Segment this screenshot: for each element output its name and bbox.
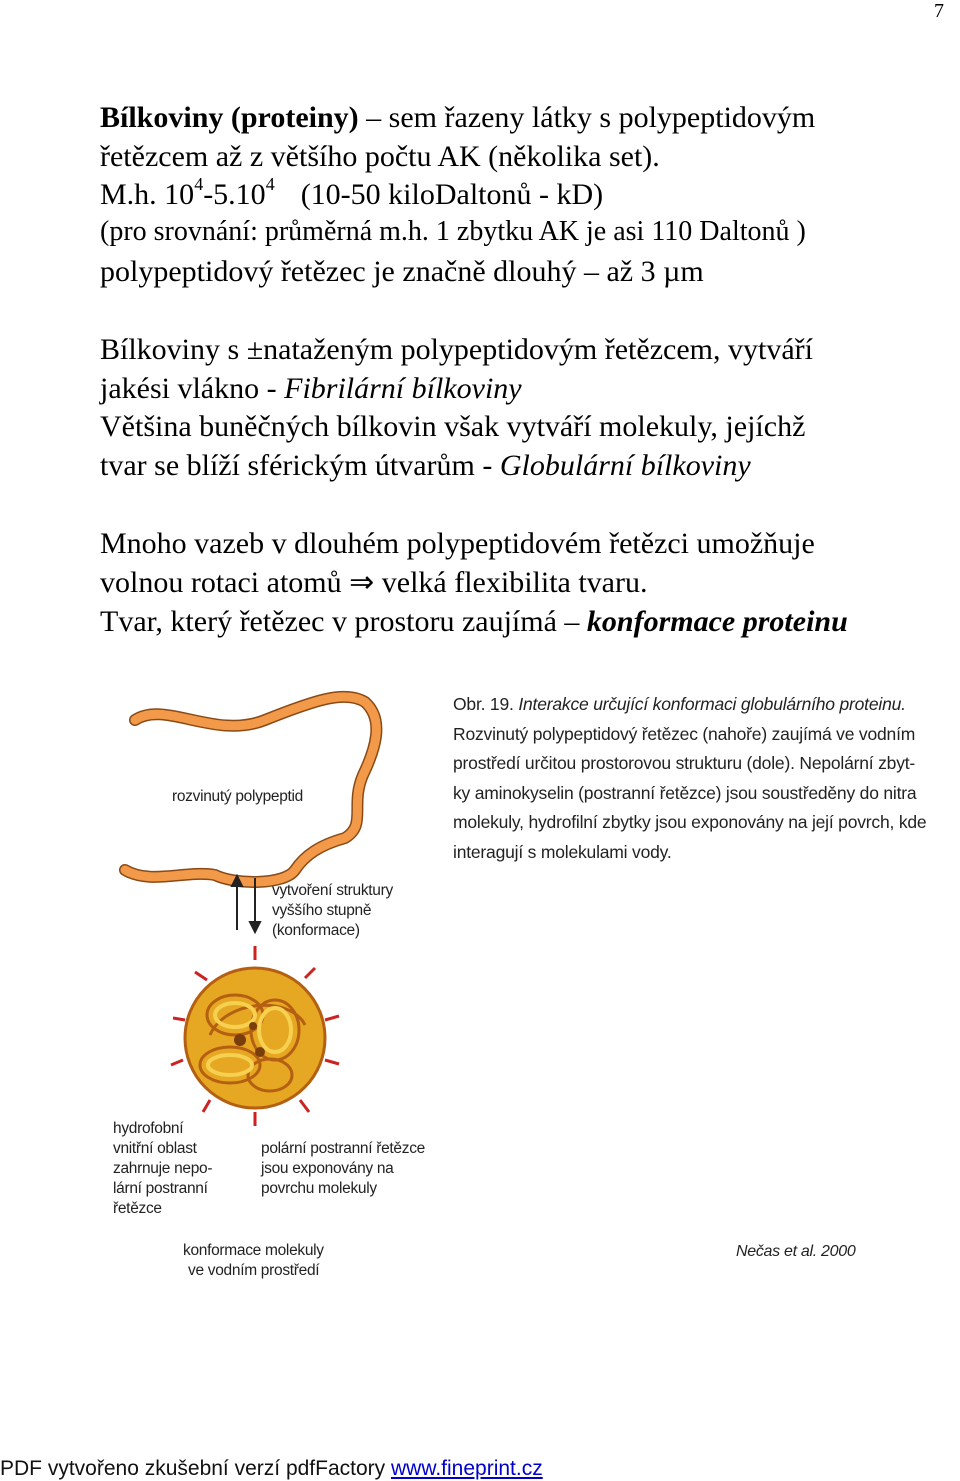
- pdf-footer: [0, 1457, 543, 1481]
- label-unfolded: rozvinutý polypeptid: [172, 788, 303, 805]
- figure-caption-line: Rozvinutý polypeptidový řetězec (nahoře) zaujímá ve vodním: [453, 724, 916, 744]
- para3-line3: [100, 607, 848, 637]
- label-conformation-line: konformace molekuly: [183, 1242, 324, 1259]
- page-number: 7: [934, 0, 944, 22]
- para3-line3-text: Tvar, který řetězec v prostoru zaujímá –: [100, 605, 587, 638]
- term-conformation: konformace proteinu: [586, 605, 848, 638]
- para2-line2: [100, 374, 522, 404]
- para3-line1: Mnoho vazeb v dlouhém polypeptidovém řetězci umožňuje: [100, 527, 815, 560]
- para2-line4: [100, 451, 751, 481]
- label-hydrophobic-line: řetězce: [113, 1200, 162, 1217]
- mw-exp2: 4: [265, 174, 275, 194]
- para2-line4-text: tvar se blíží sférickým útvarům -: [100, 449, 500, 482]
- para1-line1: [100, 103, 815, 133]
- mw-exp1: 4: [194, 174, 204, 194]
- figure-credit: Nečas et al. 2000: [736, 1243, 856, 1260]
- label-polar-line: povrchu molekuly: [261, 1180, 377, 1197]
- mw-c: (10-50 kiloDaltonů - kD): [300, 178, 604, 211]
- figure-caption-line: ky aminokyselin (postranní řetězce) jsou soustředěny do nitra: [453, 783, 917, 803]
- para1-line2: řetězcem až z většího počtu AK (několika set).: [100, 140, 660, 173]
- label-arrow: [272, 881, 393, 941]
- label-hydrophobic: [113, 1119, 212, 1219]
- para1-line4: (pro srovnání: průměrná m.h. 1 zbytku AK je asi 110 Daltonů ): [100, 216, 806, 247]
- mw-a: M.h. 10: [100, 178, 195, 211]
- para2-line2-text: jakési vlákno -: [100, 372, 285, 405]
- label-arrow-line2: vyššího stupně: [272, 902, 372, 919]
- label-hydrophobic-line: zahrnuje nepo-: [113, 1160, 213, 1177]
- figure-caption-title: [453, 696, 906, 714]
- label-arrow-line3: (konformace): [272, 922, 360, 939]
- term-fibrillar: Fibrilární bílkoviny: [284, 372, 522, 405]
- label-arrow-line1: vytvoření struktury: [272, 882, 393, 899]
- mw-b: -5.10: [203, 178, 266, 211]
- figure-caption-line: interagují s molekulami vody.: [453, 842, 672, 862]
- para2-line3: Většina buněčných bílkovin však vytváří molekuly, jejíchž: [100, 410, 806, 443]
- term-proteins: Bílkoviny (proteiny): [100, 101, 359, 134]
- term-globular: Globulární bílkoviny: [499, 449, 751, 482]
- label-polar-line: jsou exponovány na: [261, 1160, 394, 1177]
- footer-text: PDF vytvořeno zkušební verzí pdfFactory: [0, 1457, 391, 1480]
- label-hydrophobic-line: lární postranní: [113, 1180, 208, 1197]
- para3-line2: volnou rotaci atomů ⇒ velká flexibilita tvaru.: [100, 566, 648, 599]
- para1-line3: [100, 174, 604, 211]
- label-conformation: [183, 1241, 324, 1281]
- globular-protein: [171, 946, 339, 1126]
- footer-link[interactable]: www.fineprint.cz: [390, 1457, 543, 1480]
- caption-title: Interakce určující konformaci globulárního proteinu.: [518, 694, 906, 714]
- label-polar: [261, 1139, 425, 1199]
- figure-caption-line: prostředí určitou prostorovou strukturu (dole). Nepolární zbyt-: [453, 753, 916, 773]
- label-conformation-line: ve vodním prostředí: [188, 1262, 320, 1279]
- para2-line1: Bílkoviny s ±nataženým polypeptidovým řetězcem, vytváří: [100, 333, 813, 366]
- para1-line5: polypeptidový řetězec je značně dlouhý – až 3 µm: [100, 255, 704, 288]
- label-hydrophobic-line: hydrofobní: [113, 1120, 184, 1137]
- caption-prefix: Obr. 19.: [453, 694, 514, 714]
- figure-caption-line: molekuly, hydrofilní zbytky jsou exponovány na její povrch, kde: [453, 812, 927, 832]
- label-polar-line: polární postranní řetězce: [261, 1140, 425, 1157]
- para1-line1-rest: – sem řazeny látky s polypeptidovým: [358, 101, 816, 134]
- label-hydrophobic-line: vnitřní oblast: [113, 1140, 197, 1157]
